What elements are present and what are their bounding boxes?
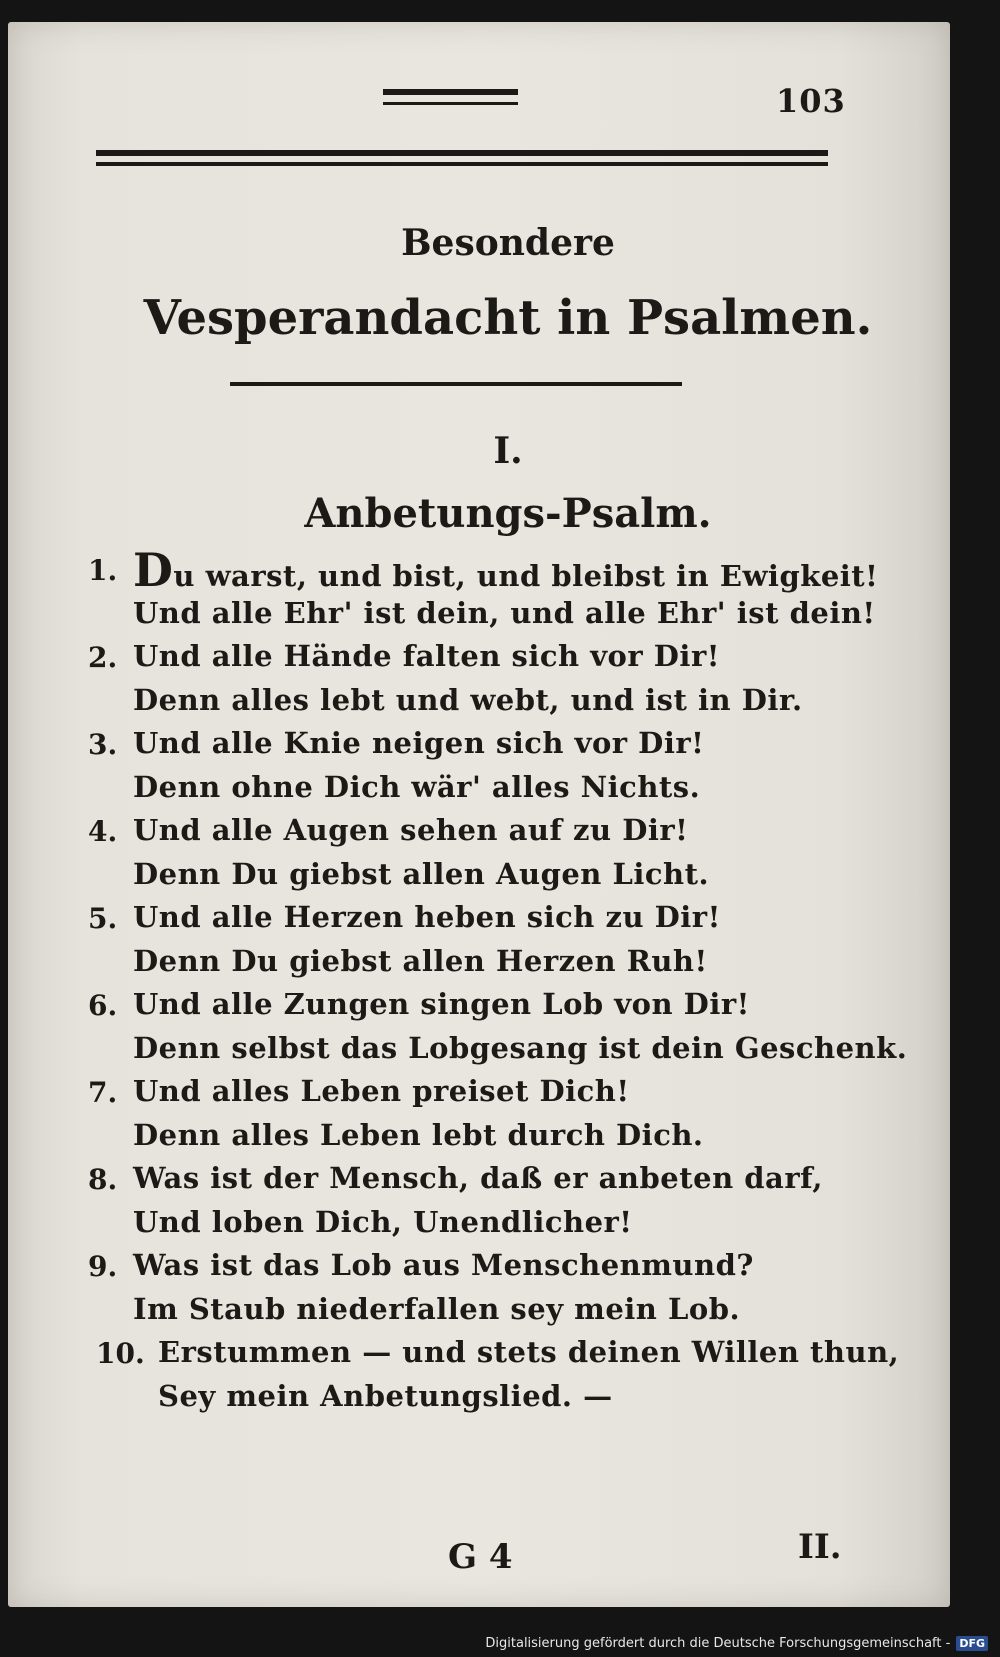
verse-line: Denn ohne Dich wär' alles Nichts. — [133, 770, 701, 804]
verse-line: Und alle Augen sehen auf zu Dir! — [133, 813, 689, 847]
verse-item — [88, 724, 848, 811]
verse-line-text: u warst, und bist, und bleibst in Ewigkeit! — [173, 559, 879, 593]
section-number: I. — [493, 430, 523, 472]
drop-cap: D — [133, 543, 174, 597]
verse-number: 1. — [88, 554, 118, 587]
header-ornament-rule — [383, 89, 518, 95]
book-page — [8, 22, 950, 1607]
header-rule-thick — [96, 150, 828, 156]
verse-item — [88, 543, 879, 637]
credit-text: Digitalisierung gefördert durch die Deutsche Forschungsgemeinschaft - — [485, 1636, 951, 1651]
verse-item — [88, 985, 908, 1072]
verse-line: Und alle Knie neigen sich vor Dir! — [133, 726, 705, 760]
header-ornament-rule-thin — [383, 102, 518, 105]
verse-item — [88, 1333, 900, 1420]
verse-line: Und loben Dich, Unendlicher! — [133, 1205, 633, 1239]
verse-item — [88, 1246, 848, 1333]
verse-item — [88, 637, 848, 724]
dfg-logo: DFG — [956, 1636, 988, 1651]
verse-item — [88, 898, 848, 985]
catchword: II. — [798, 1527, 842, 1567]
verse-line: Sey mein Anbetungslied. — — [158, 1379, 613, 1413]
signature-mark: G 4 — [448, 1537, 513, 1577]
title-rule — [230, 382, 682, 386]
chapter-subtitle: Besondere — [401, 222, 615, 264]
verse-line: Und alles Leben preiset Dich! — [133, 1074, 630, 1108]
verse-line: Und alle Ehr' ist dein, und alle Ehr' ist dein! — [133, 596, 876, 630]
header-rule-thin — [96, 162, 828, 166]
chapter-title: Vesperandacht in Psalmen. — [143, 290, 873, 346]
verse-number: 3. — [88, 728, 118, 761]
verse-line: Und alle Hände falten sich vor Dir! — [133, 639, 720, 673]
verse-line: Denn Du giebst allen Augen Licht. — [133, 857, 710, 891]
verse-line: Was ist das Lob aus Menschenmund? — [133, 1248, 754, 1282]
verse-line: Denn alles lebt und webt, und ist in Dir. — [133, 683, 803, 717]
psalm-title: Anbetungs-Psalm. — [304, 490, 712, 537]
verse-line: Denn alles Leben lebt durch Dich. — [133, 1118, 704, 1152]
verse-line: Was ist der Mensch, daß er anbeten darf, — [133, 1161, 824, 1195]
verse-line: Erstummen — und stets deinen Willen thun, — [158, 1335, 900, 1369]
verse-number: 10. — [96, 1337, 145, 1370]
verse-line: Denn selbst das Lobgesang ist dein Geschenk. — [133, 1031, 908, 1065]
verse-line: Denn Du giebst allen Herzen Ruh! — [133, 944, 708, 978]
digitization-credit — [485, 1636, 988, 1651]
verse-list — [88, 543, 908, 1420]
verse-line — [133, 543, 879, 597]
verse-number: 8. — [88, 1163, 118, 1196]
verse-item — [88, 1072, 848, 1159]
page-number: 103 — [776, 82, 846, 120]
verse-number: 4. — [88, 815, 118, 848]
verse-number: 5. — [88, 902, 118, 935]
verse-line: Und alle Zungen singen Lob von Dir! — [133, 987, 750, 1021]
verse-number: 2. — [88, 641, 118, 674]
verse-item — [88, 1159, 848, 1246]
verse-line: Im Staub niederfallen sey mein Lob. — [133, 1292, 741, 1326]
verse-line: Und alle Herzen heben sich zu Dir! — [133, 900, 721, 934]
verse-number: 6. — [88, 989, 118, 1022]
verse-number: 9. — [88, 1250, 118, 1283]
verse-number: 7. — [88, 1076, 118, 1109]
verse-item — [88, 811, 848, 898]
